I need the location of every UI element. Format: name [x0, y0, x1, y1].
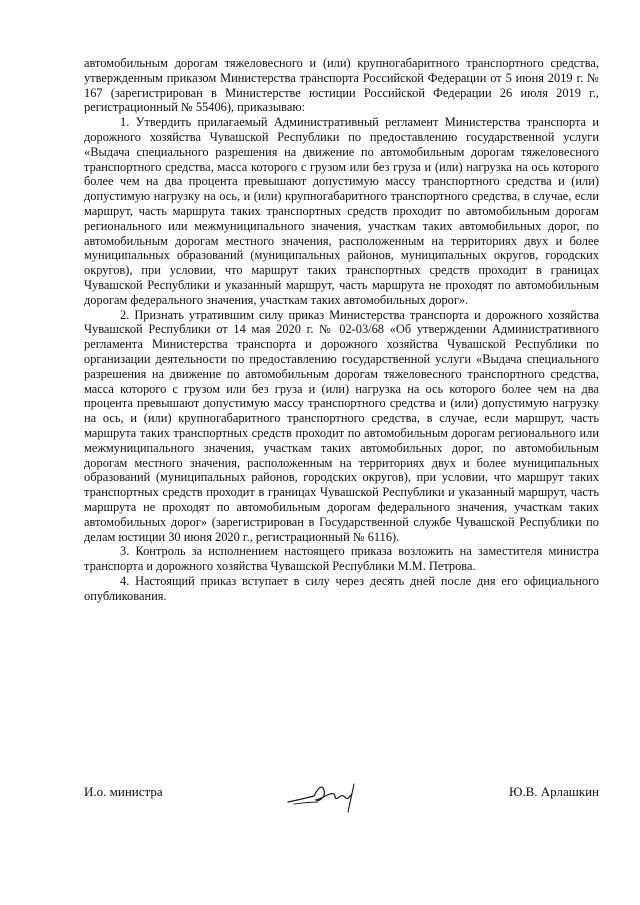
handwritten-signature: [284, 778, 370, 814]
signature-block: [84, 778, 599, 818]
document-body: [84, 56, 599, 603]
item-4-paragraph: 4. Настоящий приказ вступает в силу через десять дней после дня его официального опубликования.: [84, 573, 599, 603]
item-2-paragraph: 2. Признать утратившим силу приказ Министерства транспорта и дорожного хозяйства Чувашской Республики от 14 мая 2020 г. № 02-03/68 «Об утверждении Административного регламента Министерства транспорта и дорожного хозяйства Чувашской Республики по организации деятельности по предоставлению государственной услуги «Выдача специального разрешения на движение по автомобильным дорогам тяжеловесного транспортного средства, масса которого с грузом или без груза и (или) нагрузка на ось которого более чем на два процента превышают допустимую массу транспортного средства и (или) допустимую нагрузку на ось, и (или) крупногабаритного транспортного средства, в случае, если маршрут, часть маршрута таких транспортных средств проходит по автомобильным дорогам регионального или межмуниципального значения, участкам таких автомобильных дорог, по автомобильным дорогам местного значения, расположенным на территориях двух и более муниципальных образований (муниципальных районов, городских округов), при условии, что маршрут таких транспортных средств проходит в границах Чувашской Республики и указанный маршрут, часть маршрута не проходят по автомобильным дорогам федерального значения, участкам таких автомобильных дорог» (зарегистрирован в Государственной службе Чувашской Республики по делам юстиции 30 июня 2020 г., регистрационный № 6116).: [84, 307, 599, 544]
intro-paragraph: автомобильным дорогам тяжеловесного и (или) крупногабаритного транспортного средства, утвержденным приказом Министерства транспорта Российской Федерации от 5 июня 2019 г. № 167 (зарегистрирован в Министерстве юстиции Российской Федерации 26 июля 2019 г., регистрационный № 55406), приказываю:: [84, 56, 599, 115]
signatory-name: Ю.В. Арлашкин: [509, 784, 599, 799]
item-1-paragraph: 1. Утвердить прилагаемый Административный регламент Министерства транспорта и дорожного хозяйства Чувашской Республики по предоставлению государственной услуги «Выдача специального разрешения на движение по автомобильным дорогам тяжеловесного транспортного средства, масса которого с грузом или без груза и (или) нагрузка на ось которого более чем на два процента превышают допустимую массу транспортного средства и (или) допустимую нагрузку на ось, и (или) крупногабаритного транспортного средства, в случае, если маршрут, часть маршрута таких транспортных средств проходит по автомобильным дорогам регионального или межмуниципального значения, участкам таких автомобильных дорог, по автомобильным дорогам местного значения, расположенным на территориях двух и более муниципальных образований (муниципальных районов, муниципальных округов, городских округов), при условии, что маршрут таких транспортных средств проходит в границах Чувашской Республики и указанный маршрут, часть маршрута не проходят по автомобильным дорогам федерального значения, участкам таких автомобильных дорог».: [84, 115, 599, 307]
item-3-paragraph: 3. Контроль за исполнением настоящего приказа возложить на заместителя министра транспорта и дорожного хозяйства Чувашской Республики М.М. Петрова.: [84, 544, 599, 574]
signatory-title: И.о. министра: [84, 784, 163, 799]
